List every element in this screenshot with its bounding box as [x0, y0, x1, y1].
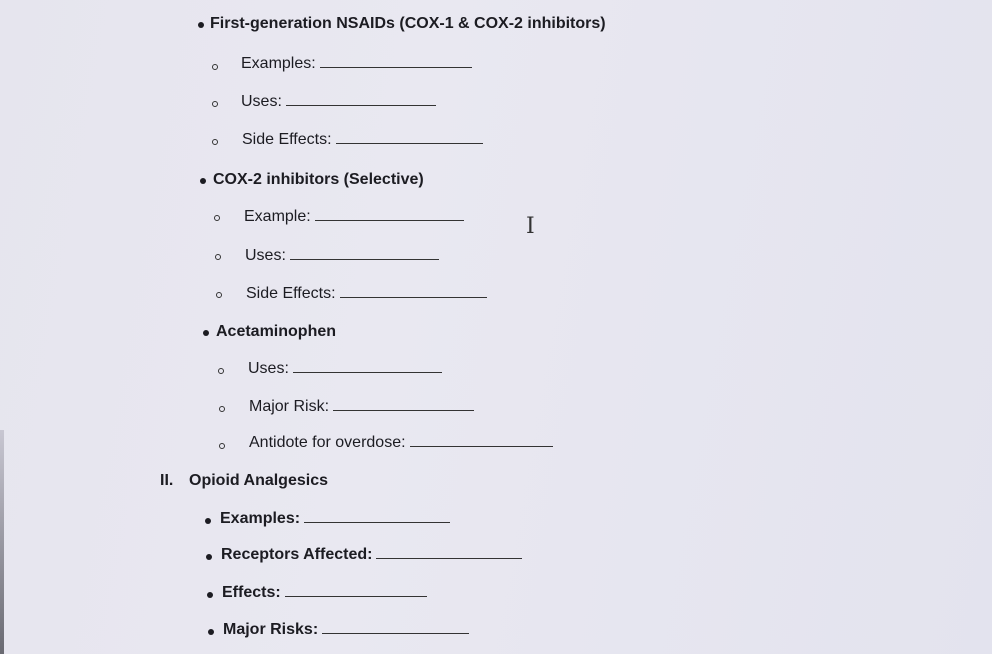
field-uses[interactable]: [245, 247, 439, 265]
text-cursor-icon: I: [526, 214, 535, 239]
circle-bullet-icon: [219, 443, 225, 449]
field-uses[interactable]: [241, 93, 436, 111]
bullet-icon: [203, 330, 209, 336]
circle-bullet-icon: [212, 139, 218, 145]
bullet-icon: [198, 22, 204, 28]
circle-bullet-icon: [214, 215, 220, 221]
field-label: Major Risk:: [249, 398, 330, 415]
field-uses[interactable]: [248, 360, 442, 378]
circle-bullet-icon: [212, 101, 218, 107]
blank-line[interactable]: [322, 632, 469, 634]
bullet-icon: [205, 518, 211, 524]
field-label: Uses:: [241, 93, 282, 110]
field-examples[interactable]: [220, 510, 450, 528]
blank-line[interactable]: [293, 371, 442, 373]
field-major-risks[interactable]: [223, 621, 469, 639]
blank-line[interactable]: [333, 409, 474, 411]
heading-acetaminophen: Acetaminophen: [216, 323, 337, 340]
field-label: Uses:: [248, 360, 289, 377]
field-label: Antidote for overdose:: [249, 434, 406, 451]
bullet-icon: [200, 178, 206, 184]
blank-line[interactable]: [290, 258, 439, 260]
circle-bullet-icon: [218, 368, 224, 374]
blank-line[interactable]: [320, 66, 472, 68]
blank-line[interactable]: [336, 142, 483, 144]
field-major-risk[interactable]: [249, 398, 474, 416]
field-antidote[interactable]: [249, 434, 553, 452]
field-label: Examples:: [220, 510, 301, 527]
field-examples[interactable]: [241, 55, 472, 73]
field-example[interactable]: [244, 208, 464, 226]
blank-line[interactable]: [340, 296, 487, 298]
circle-bullet-icon: [212, 64, 218, 70]
blank-line[interactable]: [376, 557, 522, 559]
field-side-effects[interactable]: [246, 285, 487, 303]
blank-line[interactable]: [304, 521, 450, 523]
screen-edge: [0, 430, 4, 654]
bullet-icon: [207, 592, 213, 598]
blank-line[interactable]: [315, 219, 464, 221]
field-effects[interactable]: [222, 584, 427, 602]
field-label: Major Risks:: [223, 621, 319, 638]
blank-line[interactable]: [286, 104, 436, 106]
circle-bullet-icon: [215, 254, 221, 260]
field-label: Receptors Affected:: [221, 546, 373, 563]
circle-bullet-icon: [216, 292, 222, 298]
field-side-effects[interactable]: [242, 131, 483, 149]
section-numeral: II.: [160, 472, 174, 489]
field-label: Effects:: [222, 584, 281, 601]
heading-nsaids: First-generation NSAIDs (COX-1 & COX-2 inhibitors): [210, 15, 606, 32]
blank-line[interactable]: [410, 445, 553, 447]
field-label: Examples:: [241, 55, 316, 72]
field-receptors[interactable]: [221, 546, 522, 564]
blank-line[interactable]: [285, 595, 427, 597]
field-label: Uses:: [245, 247, 286, 264]
heading-opioid-analgesics: Opioid Analgesics: [189, 472, 328, 489]
bullet-icon: [206, 554, 212, 560]
field-label: Example:: [244, 208, 311, 225]
field-label: Side Effects:: [242, 131, 332, 148]
heading-cox2: COX-2 inhibitors (Selective): [213, 171, 424, 188]
circle-bullet-icon: [219, 406, 225, 412]
bullet-icon: [208, 629, 214, 635]
field-label: Side Effects:: [246, 285, 336, 302]
